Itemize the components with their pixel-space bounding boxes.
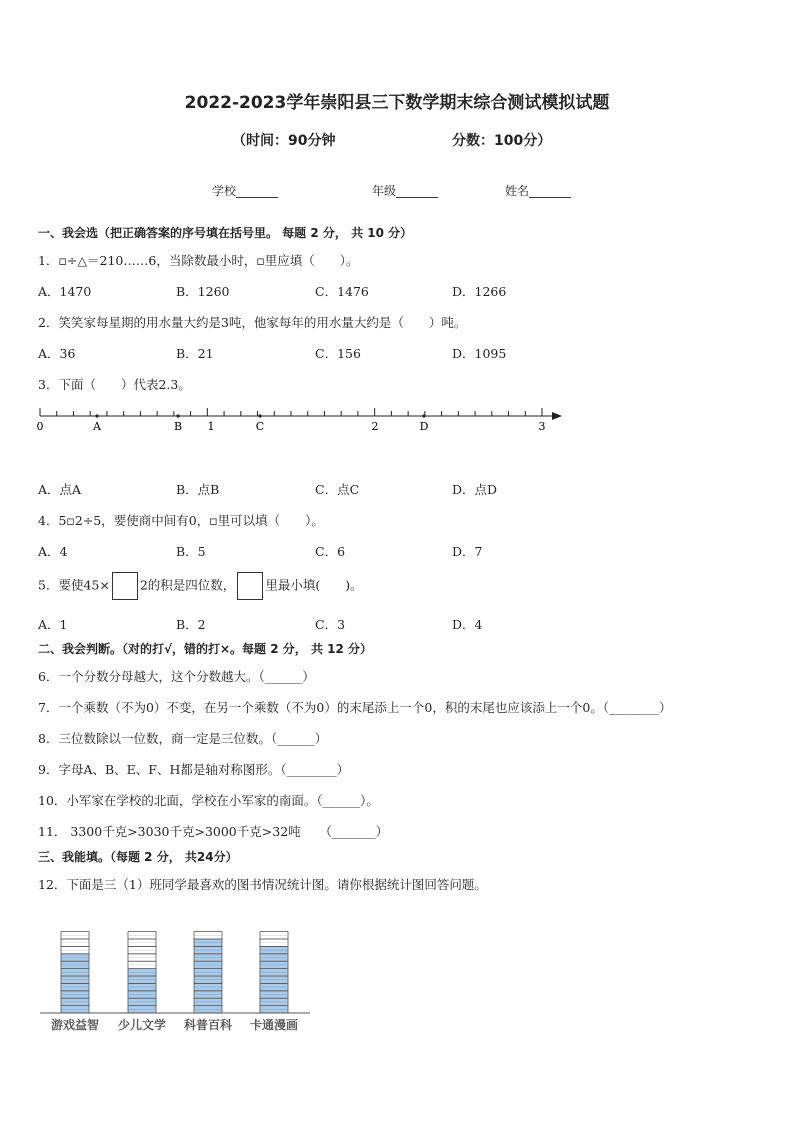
q5-option-b[interactable]: B．2 xyxy=(176,617,206,632)
q3-option-b[interactable]: B．点B xyxy=(176,482,220,497)
number-line-ticks xyxy=(40,408,542,416)
page-title: 2022-2023学年崇阳县三下数学期末综合测试模拟试题 xyxy=(184,93,610,113)
q5-text-b: 2的积是四位数， xyxy=(139,577,236,593)
q12-text: 12．下面是三（1）班同学最喜欢的图书情况统计图。请你根据统计图回答问题。 xyxy=(38,877,487,892)
judge-item: 7．一个乘数（不为0）不变，在另一个乘数（不为0）的末尾添上一个0，积的末尾也应该添上一个0。（________） xyxy=(38,700,672,715)
q2-option-a[interactable]: A．36 xyxy=(38,346,76,361)
arrow-icon xyxy=(552,412,562,420)
q4-option-d[interactable]: D．7 xyxy=(452,544,483,559)
section2-heading: 二、我会判断。（对的打√，错的打×。每题 2 分， 共 12 分） xyxy=(38,642,372,656)
exam-time: （时间：90分钟 xyxy=(232,133,336,149)
tick-label-2: 2 xyxy=(371,420,379,433)
section3-heading: 三、我能填。（每题 2 分， 共24分） xyxy=(38,850,238,864)
number-line xyxy=(30,400,570,436)
q5-option-d[interactable]: D．4 xyxy=(452,617,483,632)
q5-blank-box[interactable] xyxy=(112,572,138,600)
section1-heading: 一、我会选（把正确答案的序号填在括号里。 每题 2 分， 共 10 分） xyxy=(38,226,413,240)
book-chart xyxy=(40,900,320,1036)
q2-text: 2．笑笑家每星期的用水量大约是3吨，他家每年的用水量大约是（ ）吨。 xyxy=(38,315,467,330)
judge-item: 8．三位数除以一位数，商一定是三位数。（______） xyxy=(38,731,328,746)
tick-label-3: 3 xyxy=(538,420,546,433)
q2-option-d[interactable]: D．1095 xyxy=(452,346,507,361)
point-a-marker xyxy=(95,414,98,417)
q1-option-a[interactable]: A．1470 xyxy=(38,284,92,299)
judge-item: 11． 3300千克>3030千克>3000千克>32吨 （_______） xyxy=(38,824,389,839)
q4-option-a[interactable]: A．4 xyxy=(38,544,68,559)
q2-option-b[interactable]: B．21 xyxy=(176,346,214,361)
q3-option-c[interactable]: C．点C xyxy=(315,482,360,497)
q4-option-c[interactable]: C．6 xyxy=(315,544,346,559)
q1-text: 1．▫÷△＝210……6，当除数最小时，▫里应填（ ）。 xyxy=(38,253,359,268)
point-d-marker xyxy=(422,414,425,417)
q3-option-d[interactable]: D．点D xyxy=(452,482,498,497)
name-field[interactable]: 姓名_______ xyxy=(505,184,572,198)
judge-item: 10．小军家在学校的北面，学校在小军家的南面。（______）。 xyxy=(38,793,379,808)
judge-item: 9．字母A、B、E、F、H都是轴对称图形。（________） xyxy=(38,762,350,777)
point-b-marker xyxy=(176,414,179,417)
q5-option-c[interactable]: C．3 xyxy=(315,617,346,632)
tick-label-d: D xyxy=(419,420,429,433)
tick-label-0: 0 xyxy=(36,420,44,433)
q1-option-d[interactable]: D．1266 xyxy=(452,284,507,299)
tick-label-b: B xyxy=(173,420,183,433)
q3-option-a[interactable]: A．点A xyxy=(38,482,82,497)
q5-blank-box-2[interactable] xyxy=(237,572,263,600)
q5-option-a[interactable]: A．1 xyxy=(38,617,68,632)
school-field[interactable]: 学校_______ xyxy=(212,184,279,198)
q1-option-b[interactable]: B．1260 xyxy=(176,284,230,299)
q4-text: 4．5▫2÷5，要使商中间有0，▫里可以填（ ）。 xyxy=(38,513,324,528)
category-label: 科普百科 xyxy=(183,1018,233,1032)
category-label: 卡通漫画 xyxy=(249,1018,299,1032)
point-c-marker xyxy=(258,414,261,417)
category-label: 游戏益智 xyxy=(50,1018,100,1032)
tick-label-1: 1 xyxy=(207,420,215,433)
q4-option-b[interactable]: B．5 xyxy=(176,544,206,559)
q3-text: 3．下面（ ）代表2.3。 xyxy=(38,377,191,392)
q5-text-c: 里最小填( )。 xyxy=(265,577,363,593)
q2-option-c[interactable]: C．156 xyxy=(315,346,361,361)
category-label: 少儿文学 xyxy=(117,1018,167,1032)
exam-score: 分数：100分） xyxy=(452,133,552,149)
tick-label-a: A xyxy=(93,420,101,433)
q1-option-c[interactable]: C．1476 xyxy=(315,284,369,299)
q5-text xyxy=(38,572,363,600)
judge-item: 6．一个分数分母越大，这个分数越大。（______） xyxy=(38,669,315,684)
tick-label-c: C xyxy=(255,420,265,433)
grade-field[interactable]: 年级_______ xyxy=(372,184,439,198)
q5-text-a: 5．要使45× xyxy=(38,577,110,593)
